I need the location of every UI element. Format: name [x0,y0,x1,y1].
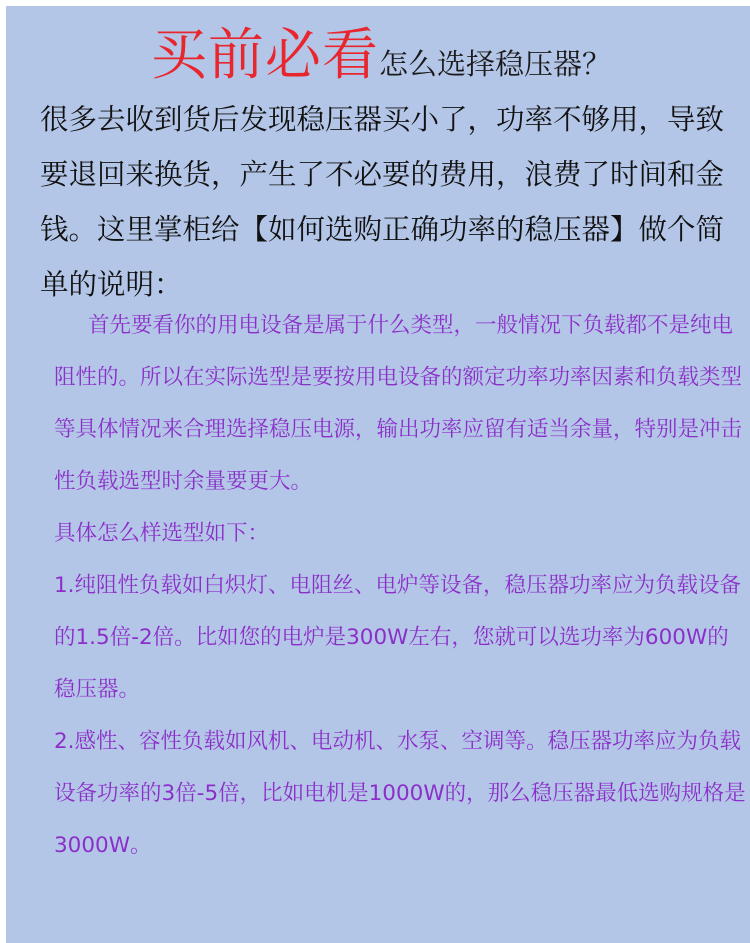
paragraph-load-type: 首先要看你的用电设备是属于什么类型，一般情况下负载都不是纯电阻性的。所以在实际选型是要按用电设备的额定功率功率因素和负载类型等具体情况来合理选择稳压电源，输出功率应留有适当余量，特别是冲击性负载选型时余量要更大。 [54,313,743,494]
body-text [54,300,749,872]
title-question: 怎么选择稳压器？ [379,47,612,81]
title-row [151,16,611,104]
list-item-resistive-load: 1.纯阻性负载如白炽灯、电阻丝、电炉等设备，稳压器功率应为负载设备的1.5倍-2倍。比如您的电炉是300W左右，您就可以选功率为600W的稳压器。 [54,573,742,702]
info-panel [6,6,750,943]
paragraph-selection-intro: 具体怎么样选型如下： [54,521,270,546]
list-item-inductive-load: 2.感性、容性负载如风机、电动机、水泵、空调等。稳压器功率应为负载设备功率的3倍-5倍，比如电机是1000W的，那么稳压器最低选购规格是3000W。 [54,729,746,858]
title-highlight: 买前必看 [151,23,379,88]
intro-text: 很多去收到货后发现稳压器买小了，功率不够用，导致要退回来换货，产生了不必要的费用，浪费了时间和金钱。这里掌柜给【如何选购正确功率的稳压器】做个简单的说明： [40,103,725,301]
